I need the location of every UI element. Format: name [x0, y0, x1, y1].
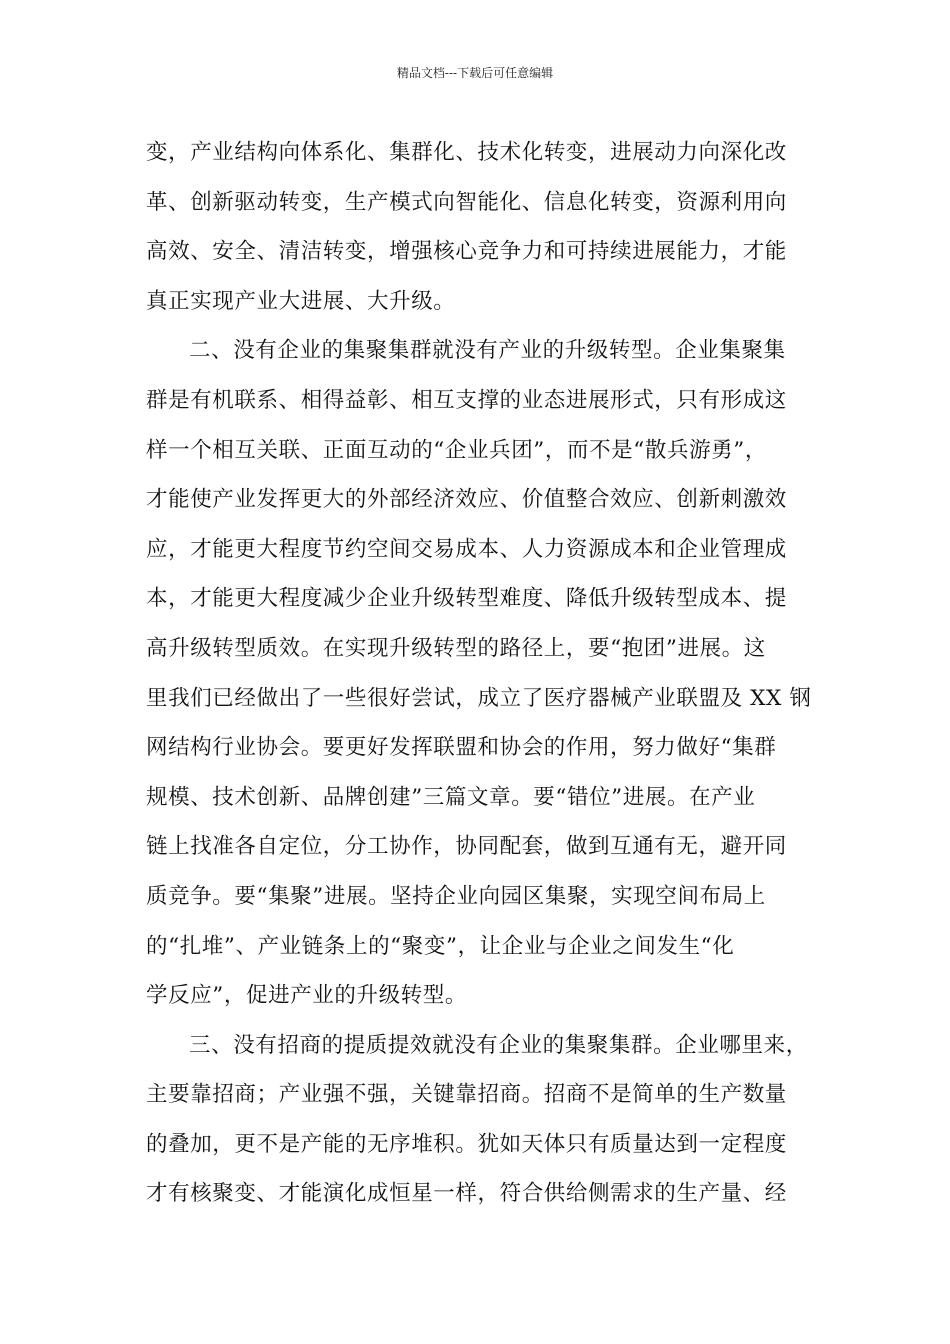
text-line: 才有核聚变、才能演化成恒星一样，符合供给侧需求的生产量、经	[146, 1181, 787, 1207]
text-line: 样一个相互关联、正面互动的“企业兵团”，而不是“散兵游勇”，	[146, 437, 767, 463]
text-line: 质竞争。要“集聚”进展。坚持企业向园区集聚，实现空间布局上	[146, 883, 766, 909]
text-line: 高效、安全、清洁转变，增强核心竞争力和可持续进展能力，才能	[146, 239, 787, 265]
text-line: 群是有机联系、相得益彰、相互支撑的业态进展形式，只有形成这	[146, 387, 787, 413]
text-line: 革、创新驱动转变，生产模式向智能化、信息化转变，资源利用向	[146, 189, 787, 215]
body-text	[146, 128, 836, 1219]
text-line: 链上找准各自定位，分工协作，协同配套，做到互通有无，避开同	[146, 834, 787, 860]
text-line: 应，才能更大程度节约空间交易成本、人力资源成本和企业管理成	[146, 536, 787, 562]
text-line: 学反应”，促进产业的升级转型。	[146, 983, 467, 1009]
page-header: 精品文档---下载后可任意编辑	[396, 66, 554, 80]
text-line: 才能使产业发挥更大的外部经济效应、价值整合效应、创新刺激效	[146, 487, 787, 513]
text-line: 高升级转型质效。在实现升级转型的路径上，要“抱团”进展。这	[146, 635, 766, 661]
text-line: 主要靠招商；产业强不强，关键靠招商。招商不是简单的生产数量	[146, 1082, 787, 1108]
paragraph-first-line: 三、没有招商的提质提效就没有企业的集聚集群。企业哪里来，	[189, 1032, 808, 1058]
text-line: 的“扎堆”、产业链条上的“聚变”，让企业与企业之间发生“化	[146, 933, 735, 959]
text-line: 里我们已经做出了一些很好尝试，成立了医疗器械产业联盟及 XX 钢	[146, 685, 812, 711]
text-line: 真正实现产业大进展、大升级。	[146, 288, 456, 314]
text-line: 规模、技术创新、品牌创建”三篇文章。要“错位”进展。在产业	[146, 784, 756, 810]
text-line: 本，才能更大程度减少企业升级转型难度、降低升级转型成本、提	[146, 586, 787, 612]
text-line: 网结构行业协会。要更好发挥联盟和协会的作用，努力做好“集群	[146, 735, 777, 761]
text-line: 的叠加，更不是产能的无序堆积。犹如天体只有质量达到一定程度	[146, 1131, 787, 1157]
text-line: 变，产业结构向体系化、集群化、技术化转变，进展动力向深化改	[146, 140, 787, 165]
paragraph-first-line: 二、没有企业的集聚集群就没有产业的升级转型。企业集聚集	[189, 338, 786, 364]
